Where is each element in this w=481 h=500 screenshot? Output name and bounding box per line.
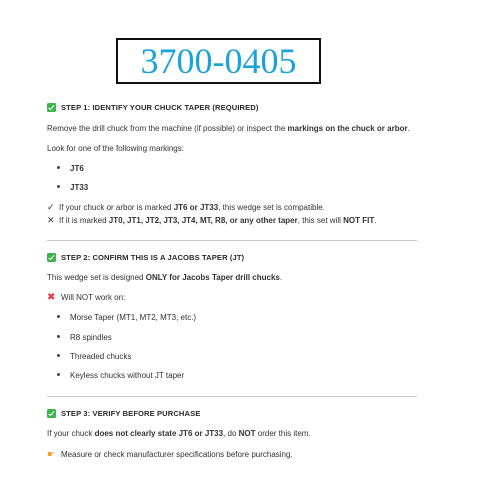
- check-mark-icon: ✓: [47, 202, 55, 212]
- verify-end: order this item.: [255, 429, 311, 438]
- verify-bold2: NOT: [238, 429, 256, 438]
- bullet-icon: [57, 185, 60, 188]
- will-not-text: Will NOT work on:: [61, 293, 126, 302]
- step3-measure: [47, 449, 293, 460]
- step1-compatible: [47, 202, 325, 213]
- list-item: [57, 313, 196, 323]
- list-item: [57, 164, 84, 174]
- step1-instruction-bold: markings on the chuck or arbor: [287, 124, 408, 133]
- step3-heading: STEP 3: VERIFY BEFORE PURCHASE: [61, 409, 201, 418]
- verify-bold: does not clearly state JT6 or JT33: [94, 429, 224, 438]
- bullet-icon: [57, 166, 60, 169]
- compatible-text: If your chuck or arbor is marked: [59, 203, 174, 212]
- step2-designed: [47, 273, 282, 283]
- bullet-icon: [57, 315, 60, 318]
- step1-heading-row: [47, 103, 259, 113]
- marking-jt33: JT33: [70, 183, 89, 192]
- check-box-icon: [47, 103, 56, 112]
- step3-heading-row: [47, 409, 200, 419]
- list-item: [57, 352, 131, 362]
- step3-verify: [47, 429, 311, 439]
- step1-instruction-end: .: [407, 124, 410, 133]
- measure-text: Measure or check manufacturer specifications before purchasing.: [61, 450, 293, 459]
- product-code-box: [116, 38, 321, 84]
- designed-text: This wedge set is designed: [47, 273, 146, 282]
- step1-instruction-text: Remove the drill chuck from the machine (if possible) or inspect the: [47, 124, 288, 133]
- x-mark-icon: ✕: [47, 215, 55, 225]
- marking-jt6: JT6: [70, 164, 84, 173]
- verify-text: If your chuck: [47, 429, 95, 438]
- item-threaded-chucks: Threaded chucks: [70, 352, 132, 361]
- incompatible-text: If it is marked: [59, 216, 109, 225]
- incompatible-mid: , this set will: [297, 216, 344, 225]
- step1-look-for: Look for one of the following markings:: [47, 144, 184, 153]
- check-box-icon: [47, 409, 56, 418]
- designed-end: .: [279, 273, 283, 282]
- list-item: [57, 333, 112, 343]
- step1-heading: STEP 1: IDENTIFY YOUR CHUCK TAPER (REQUIRED): [61, 103, 259, 112]
- item-morse-taper: Morse Taper (MT1, MT2, MT3, etc.): [70, 313, 197, 322]
- pointing-hand-icon: ☛: [47, 449, 56, 459]
- step2-heading: STEP 2: CONFIRM THIS IS A JACOBS TAPER (JT): [61, 253, 245, 262]
- check-box-icon: [47, 253, 56, 262]
- incompatible-bold: JT0, JT1, JT2, JT3, JT4, MT, R8, or any other taper: [108, 216, 298, 225]
- product-code: 3700-0405: [140, 41, 297, 81]
- designed-bold: ONLY for Jacobs Taper drill chucks: [145, 273, 280, 282]
- verify-mid: , do: [223, 429, 239, 438]
- divider: [47, 396, 417, 397]
- item-keyless-chucks: Keyless chucks without JT taper: [70, 371, 185, 380]
- step1-instruction: [47, 124, 410, 134]
- bullet-icon: [57, 335, 60, 338]
- list-item: [57, 371, 184, 381]
- bullet-icon: [57, 354, 60, 357]
- compatible-bold: JT6 or JT33: [173, 203, 219, 212]
- list-item: [57, 183, 88, 193]
- incompatible-bold2: NOT FIT: [343, 216, 375, 225]
- divider: [47, 240, 417, 241]
- red-x-icon: ✖: [47, 292, 56, 303]
- step2-heading-row: [47, 253, 244, 263]
- incompatible-end: .: [374, 216, 377, 225]
- compatible-end: , this wedge set is compatible.: [218, 203, 325, 212]
- step2-will-not: [47, 293, 125, 303]
- step1-incompatible: [47, 215, 376, 226]
- item-r8-spindles: R8 spindles: [70, 333, 112, 342]
- bullet-icon: [57, 373, 60, 376]
